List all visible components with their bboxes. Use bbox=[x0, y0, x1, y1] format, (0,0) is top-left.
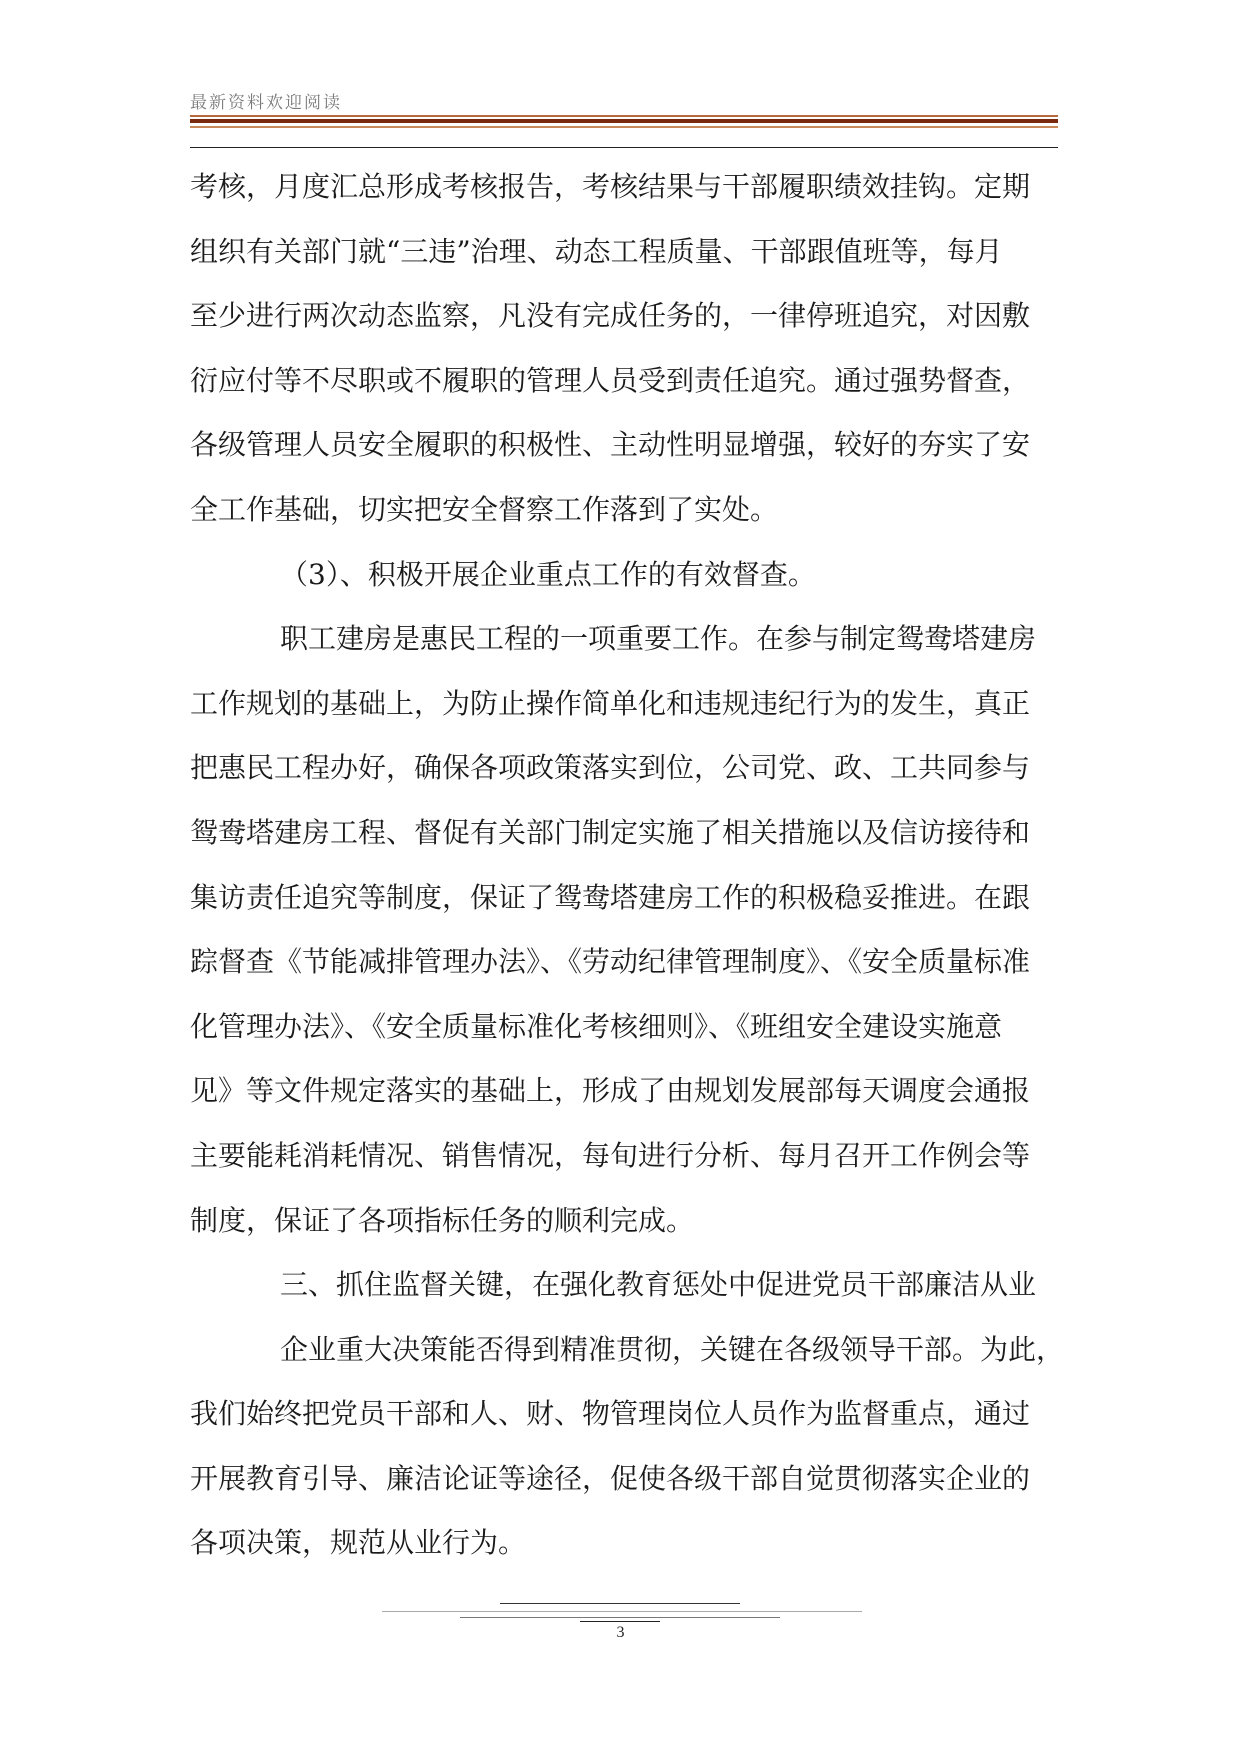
body-line: 踪督查《节能减排管理办法》、《劳动纪律管理制度》、《安全质量标准 bbox=[190, 945, 1031, 979]
body-line: 见》等文件规定落实的基础上，形成了由规划发展部每天调度会通报 bbox=[190, 1074, 1031, 1108]
header-rule-thick bbox=[190, 119, 1058, 123]
body-line: 至少进行两次动态监察，凡没有完成任务的，一律停班追究，对因敷 bbox=[190, 299, 1031, 333]
header-underline bbox=[190, 147, 1058, 148]
body-line: 职工建房是惠民工程的一项重要工作。在参与制定鸳鸯塔建房 bbox=[280, 622, 1037, 656]
body-line: 各项决策，规范从业行为。 bbox=[190, 1526, 527, 1560]
body-line: 全工作基础，切实把安全督察工作落到了实处。 bbox=[190, 492, 779, 526]
header-title: 最新资料欢迎阅读 bbox=[190, 93, 342, 113]
body-line: 企业重大决策能否得到精准贯彻，关键在各级领导干部。为此， bbox=[280, 1332, 1065, 1366]
footer-rule bbox=[382, 1611, 862, 1612]
body-line: 我们始终把党员干部和人、财、物管理岗位人员作为监督重点，通过 bbox=[190, 1397, 1031, 1431]
footer-rule bbox=[460, 1617, 780, 1618]
body-line: 把惠民工程办好，确保各项政策落实到位，公司党、政、工共同参与 bbox=[190, 751, 1031, 785]
body-line: 开展教育引导、廉洁论证等途径，促使各级干部自觉贯彻落实企业的 bbox=[190, 1461, 1031, 1495]
body-line: 组织有关部门就“三违”治理、动态工程质量、干部跟值班等，每月 bbox=[190, 234, 1003, 268]
header-rule-bottom bbox=[190, 126, 1058, 128]
body-line: 主要能耗消耗情况、销售情况，每旬进行分析、每月召开工作例会等 bbox=[190, 1138, 1031, 1172]
body-line: 各级管理人员安全履职的积极性、主动性明显增强，较好的夯实了安 bbox=[190, 428, 1031, 462]
footer-rule bbox=[580, 1621, 660, 1622]
page-number: 3 bbox=[616, 1624, 625, 1641]
header-rule-top bbox=[190, 115, 1058, 117]
body-line: 集访责任追究等制度，保证了鸳鸯塔建房工作的积极稳妥推进。在跟 bbox=[190, 880, 1031, 914]
footer-rule bbox=[500, 1603, 740, 1604]
section-heading: 三、抓住监督关键，在强化教育惩处中促进党员干部廉洁从业 bbox=[280, 1268, 1037, 1302]
body-line: 工作规划的基础上，为防止操作简单化和违规违纪行为的发生，真正 bbox=[190, 686, 1031, 720]
body-line: 考核，月度汇总形成考核报告，考核结果与干部履职绩效挂钩。定期 bbox=[190, 170, 1031, 203]
body-line: 鸳鸯塔建房工程、督促有关部门制定实施了相关措施以及信访接待和 bbox=[190, 815, 1031, 849]
body-line: 衍应付等不尽职或不履职的管理人员受到责任追究。通过强势督查， bbox=[190, 363, 1031, 397]
section-heading: （3）、积极开展企业重点工作的有效督查。 bbox=[280, 557, 816, 591]
body-line: 化管理办法》、《安全质量标准化考核细则》、《班组安全建设实施意 bbox=[190, 1009, 1003, 1043]
body-line: 制度，保证了各项指标任务的顺利完成。 bbox=[190, 1203, 695, 1237]
body-text bbox=[190, 155, 1070, 1576]
